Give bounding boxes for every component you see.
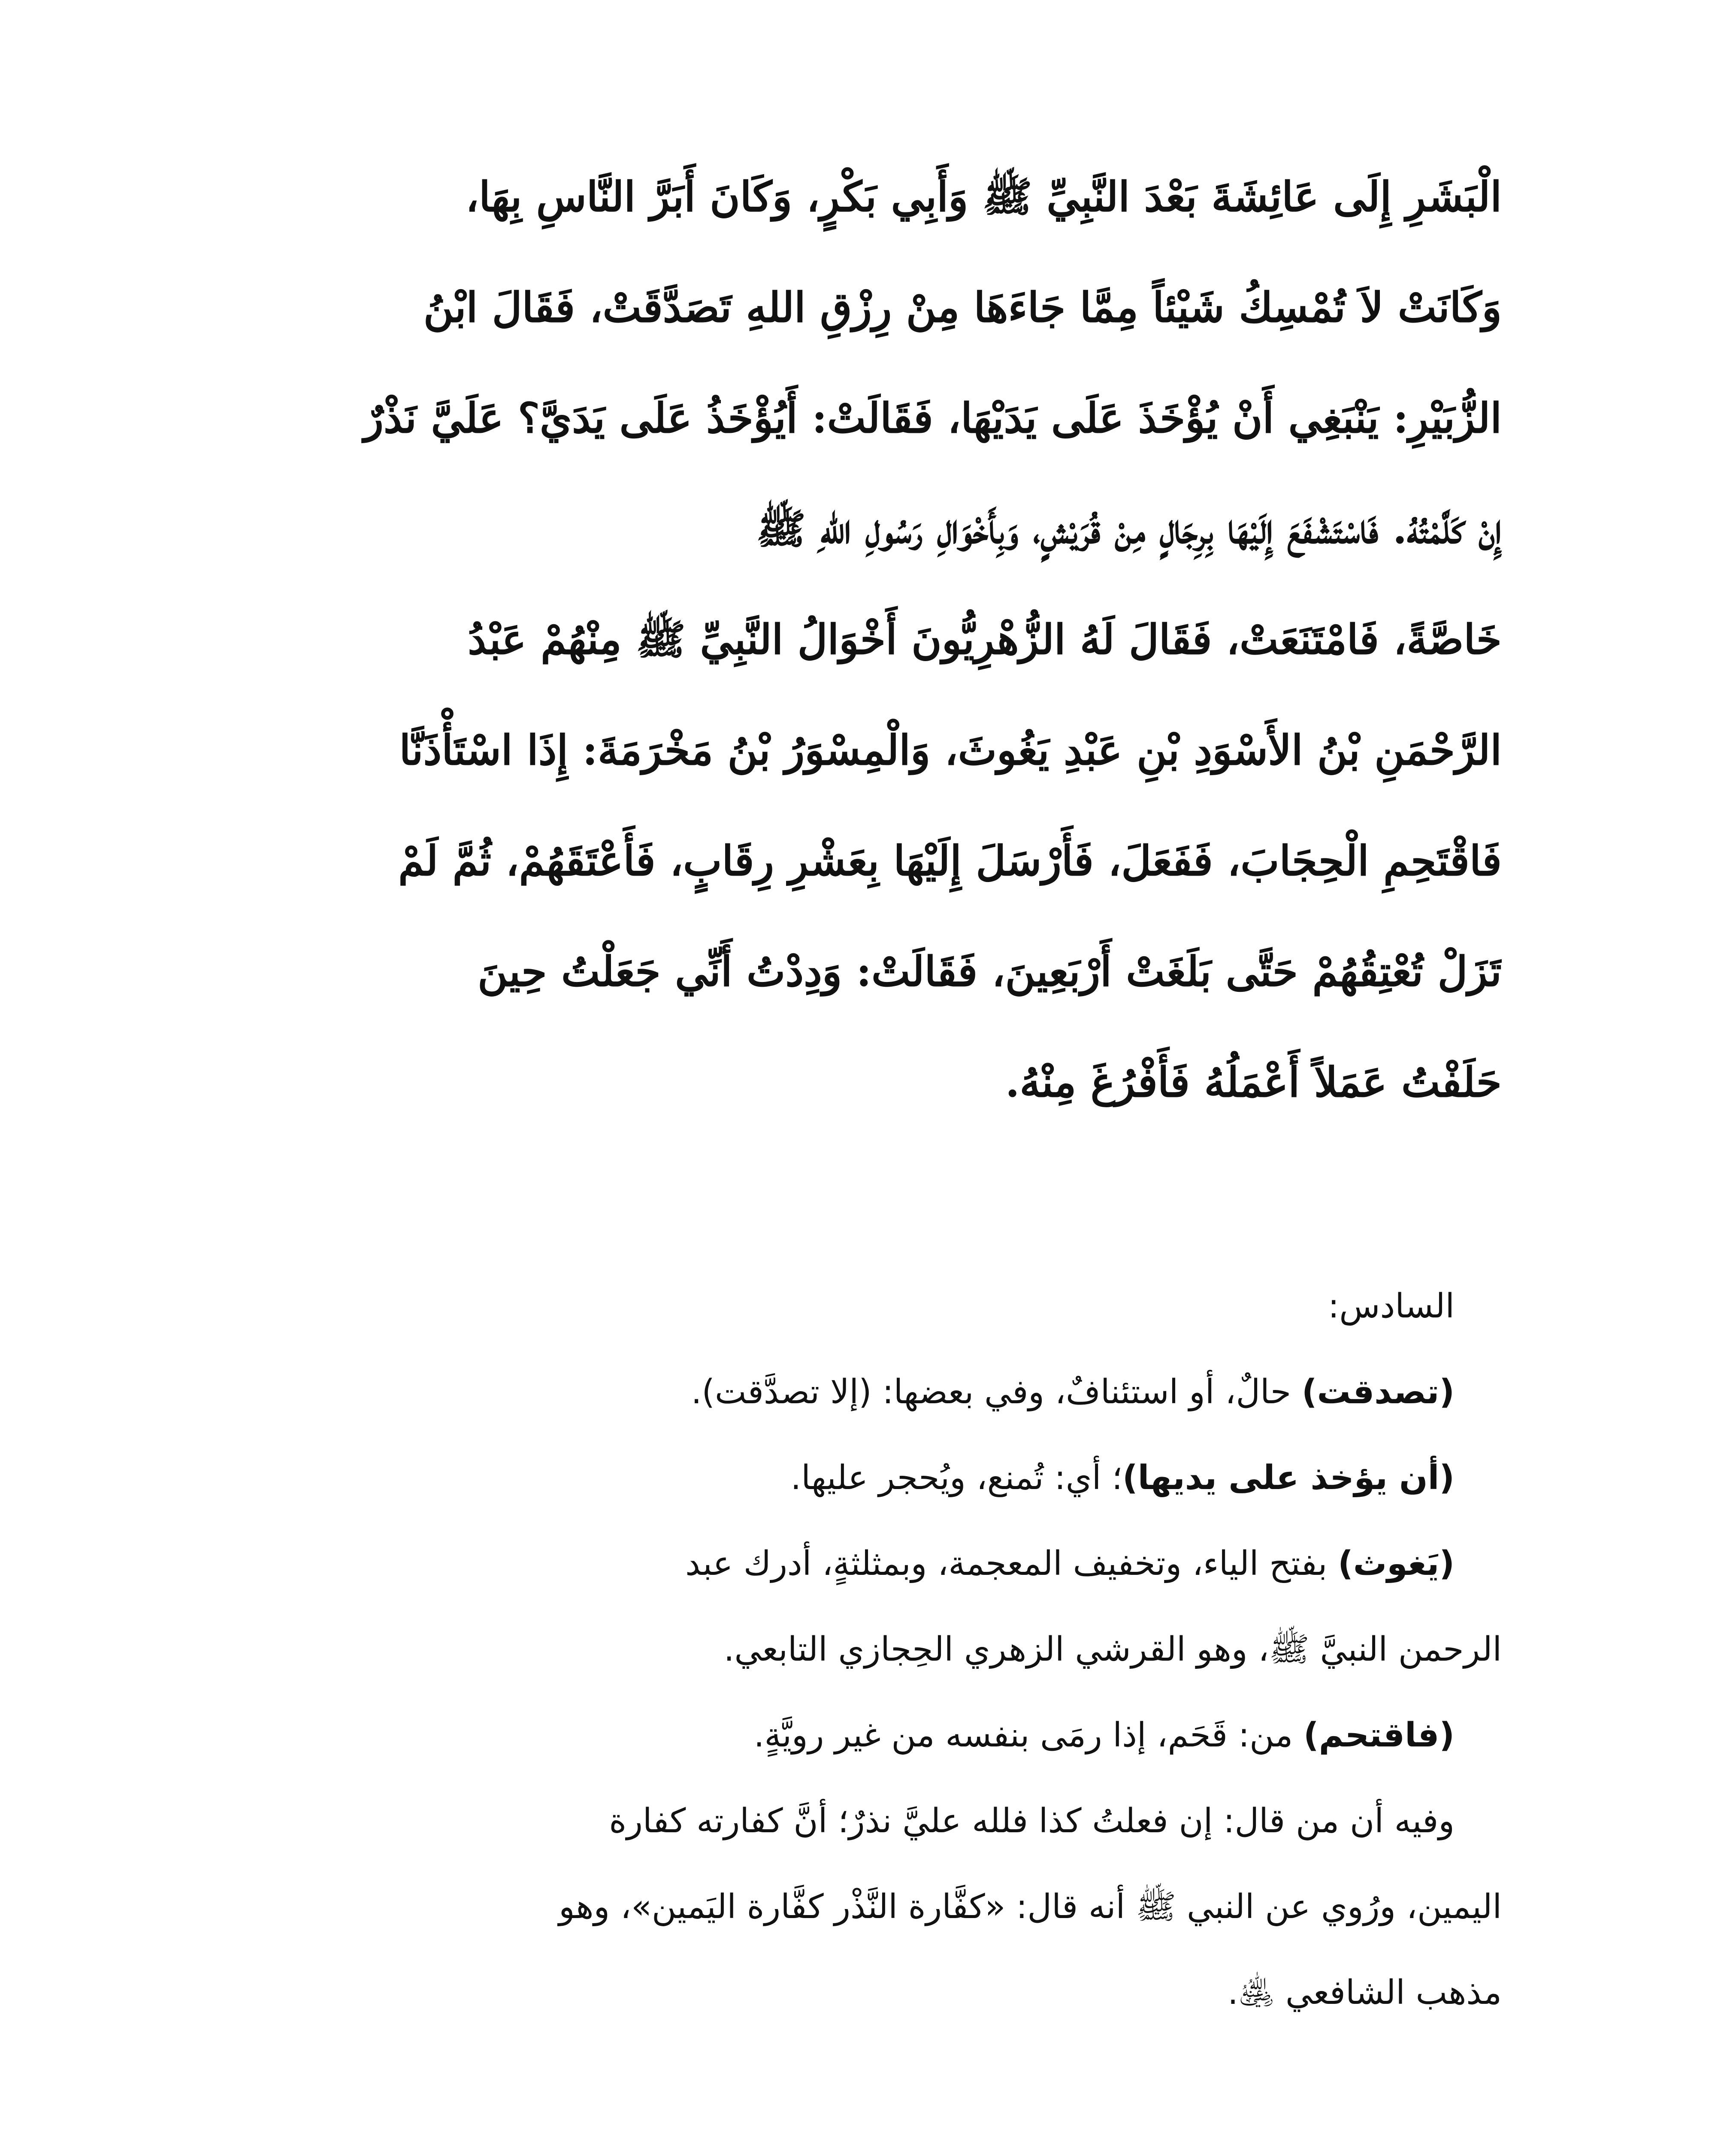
- note-text: من: قَحَم، إذا رمَى بنفسه من غير رويَّةٍ.: [753, 1716, 1304, 1755]
- note-lemma: (أن يؤخذ على يديها): [1122, 1459, 1455, 1497]
- closing-line: وفيه أن من قال: إن فعلتُ كذا فلله عليَّ نذرٌ؛ أنَّ كفارته كفارة: [609, 1802, 1455, 1840]
- note-lemma: (فاقتحم): [1304, 1716, 1455, 1755]
- commentary-note: [240, 1521, 1502, 1607]
- note-lemma: (تصدقت): [1301, 1373, 1455, 1411]
- note-lemma: (يَغوث): [1338, 1544, 1455, 1583]
- commentary-note: [240, 1349, 1502, 1435]
- note-text: ؛ أي: تُمنع، ويُحجر عليها.: [790, 1459, 1123, 1497]
- hadith-text: [232, 142, 1502, 1138]
- commentary-heading: السادس:: [1328, 1287, 1455, 1326]
- closing-line: اليمين، ورُوي عن النبي ﷺ أنه قال: «كفَّارة النَّذْر كفَّارة اليَمين»، وهو: [559, 1888, 1502, 1926]
- hadith-line: تَزَلْ تُعْتِقُهُمْ حَتَّى بَلَغَتْ أَرْبَعِينَ، فَقَالَتْ: وَدِدْتُ أَنِّي جَعَلْتُ حِينَ: [478, 947, 1502, 996]
- note-text: بفتح الياء، وتخفيف المعجمة، وبمثلثةٍ، أدرك عبد: [685, 1544, 1338, 1583]
- hadith-line: الزُّبَيْرِ: يَنْبَغِي أَنْ يُؤْخَذَ عَلَى يَدَيْهَا، فَقَالَتْ: أَيُؤْخَذُ عَلَى يَدَيَّ؟ عَلَيَّ نَذْرٌ: [363, 394, 1502, 442]
- closing-line: مذهب الشافعي ﵁.: [1228, 1973, 1502, 2012]
- hadith-line: حَلَفْتُ عَمَلاً أَعْمَلُهُ فَأَفْرُغَ مِنْهُ.: [1005, 1058, 1502, 1106]
- hadith-line: وَكَانَتْ لاَ تُمْسِكُ شَيْئاً مِمَّا جَاءَهَا مِنْ رِزْقِ اللهِ تَصَدَّقَتْ، فَقَالَ ابْنُ: [423, 283, 1502, 332]
- commentary-note: [240, 1435, 1502, 1521]
- commentary: [240, 1263, 1502, 2036]
- hadith-line: الْبَشَرِ إِلَى عَائِشَةَ بَعْدَ النَّبِيِّ ﷺ وَأَبِي بَكْرٍ، وَكَانَ أَبَرَّ النَّاسِ بِهَا،: [466, 172, 1502, 221]
- commentary-note: [240, 1692, 1502, 1778]
- hadith-line: إِنْ كَلَّمْتُهُ. فَاسْتَشْفَعَ إِلَيْهَا بِرِجَالٍ مِنْ قُرَيْشٍ، وَبِأَخْوَالِ رَسُولِ اللهِ ﷺ: [756, 505, 1502, 553]
- note-text: حالٌ، أو استئنافٌ، وفي بعضها: (إلا تصدَّقت).: [691, 1373, 1302, 1411]
- hadith-line: فَاقْتَحِمِ الْحِجَابَ، فَفَعَلَ، فَأَرْسَلَ إِلَيْهَا بِعَشْرِ رِقَابٍ، فَأَعْتَقَهُمْ، ثُمَّ لَمْ: [398, 837, 1502, 885]
- note-continuation: الرحمن النبيَّ ﷺ، وهو القرشي الزهري الحِجازي التابعي.: [723, 1630, 1502, 1669]
- hadith-line: الرَّحْمَنِ بْنُ الأَسْوَدِ بْنِ عَبْدِ يَغُوثَ، وَالْمِسْوَرُ بْنُ مَخْرَمَةَ: إِذَا اسْتَأْذَنَّا: [399, 726, 1502, 774]
- hadith-line: خَاصَّةً، فَامْتَنَعَتْ، فَقَالَ لَهُ الزُّهْرِيُّونَ أَخْوَالُ النَّبِيِّ ﷺ مِنْهُمْ عَبْدُ: [468, 615, 1502, 664]
